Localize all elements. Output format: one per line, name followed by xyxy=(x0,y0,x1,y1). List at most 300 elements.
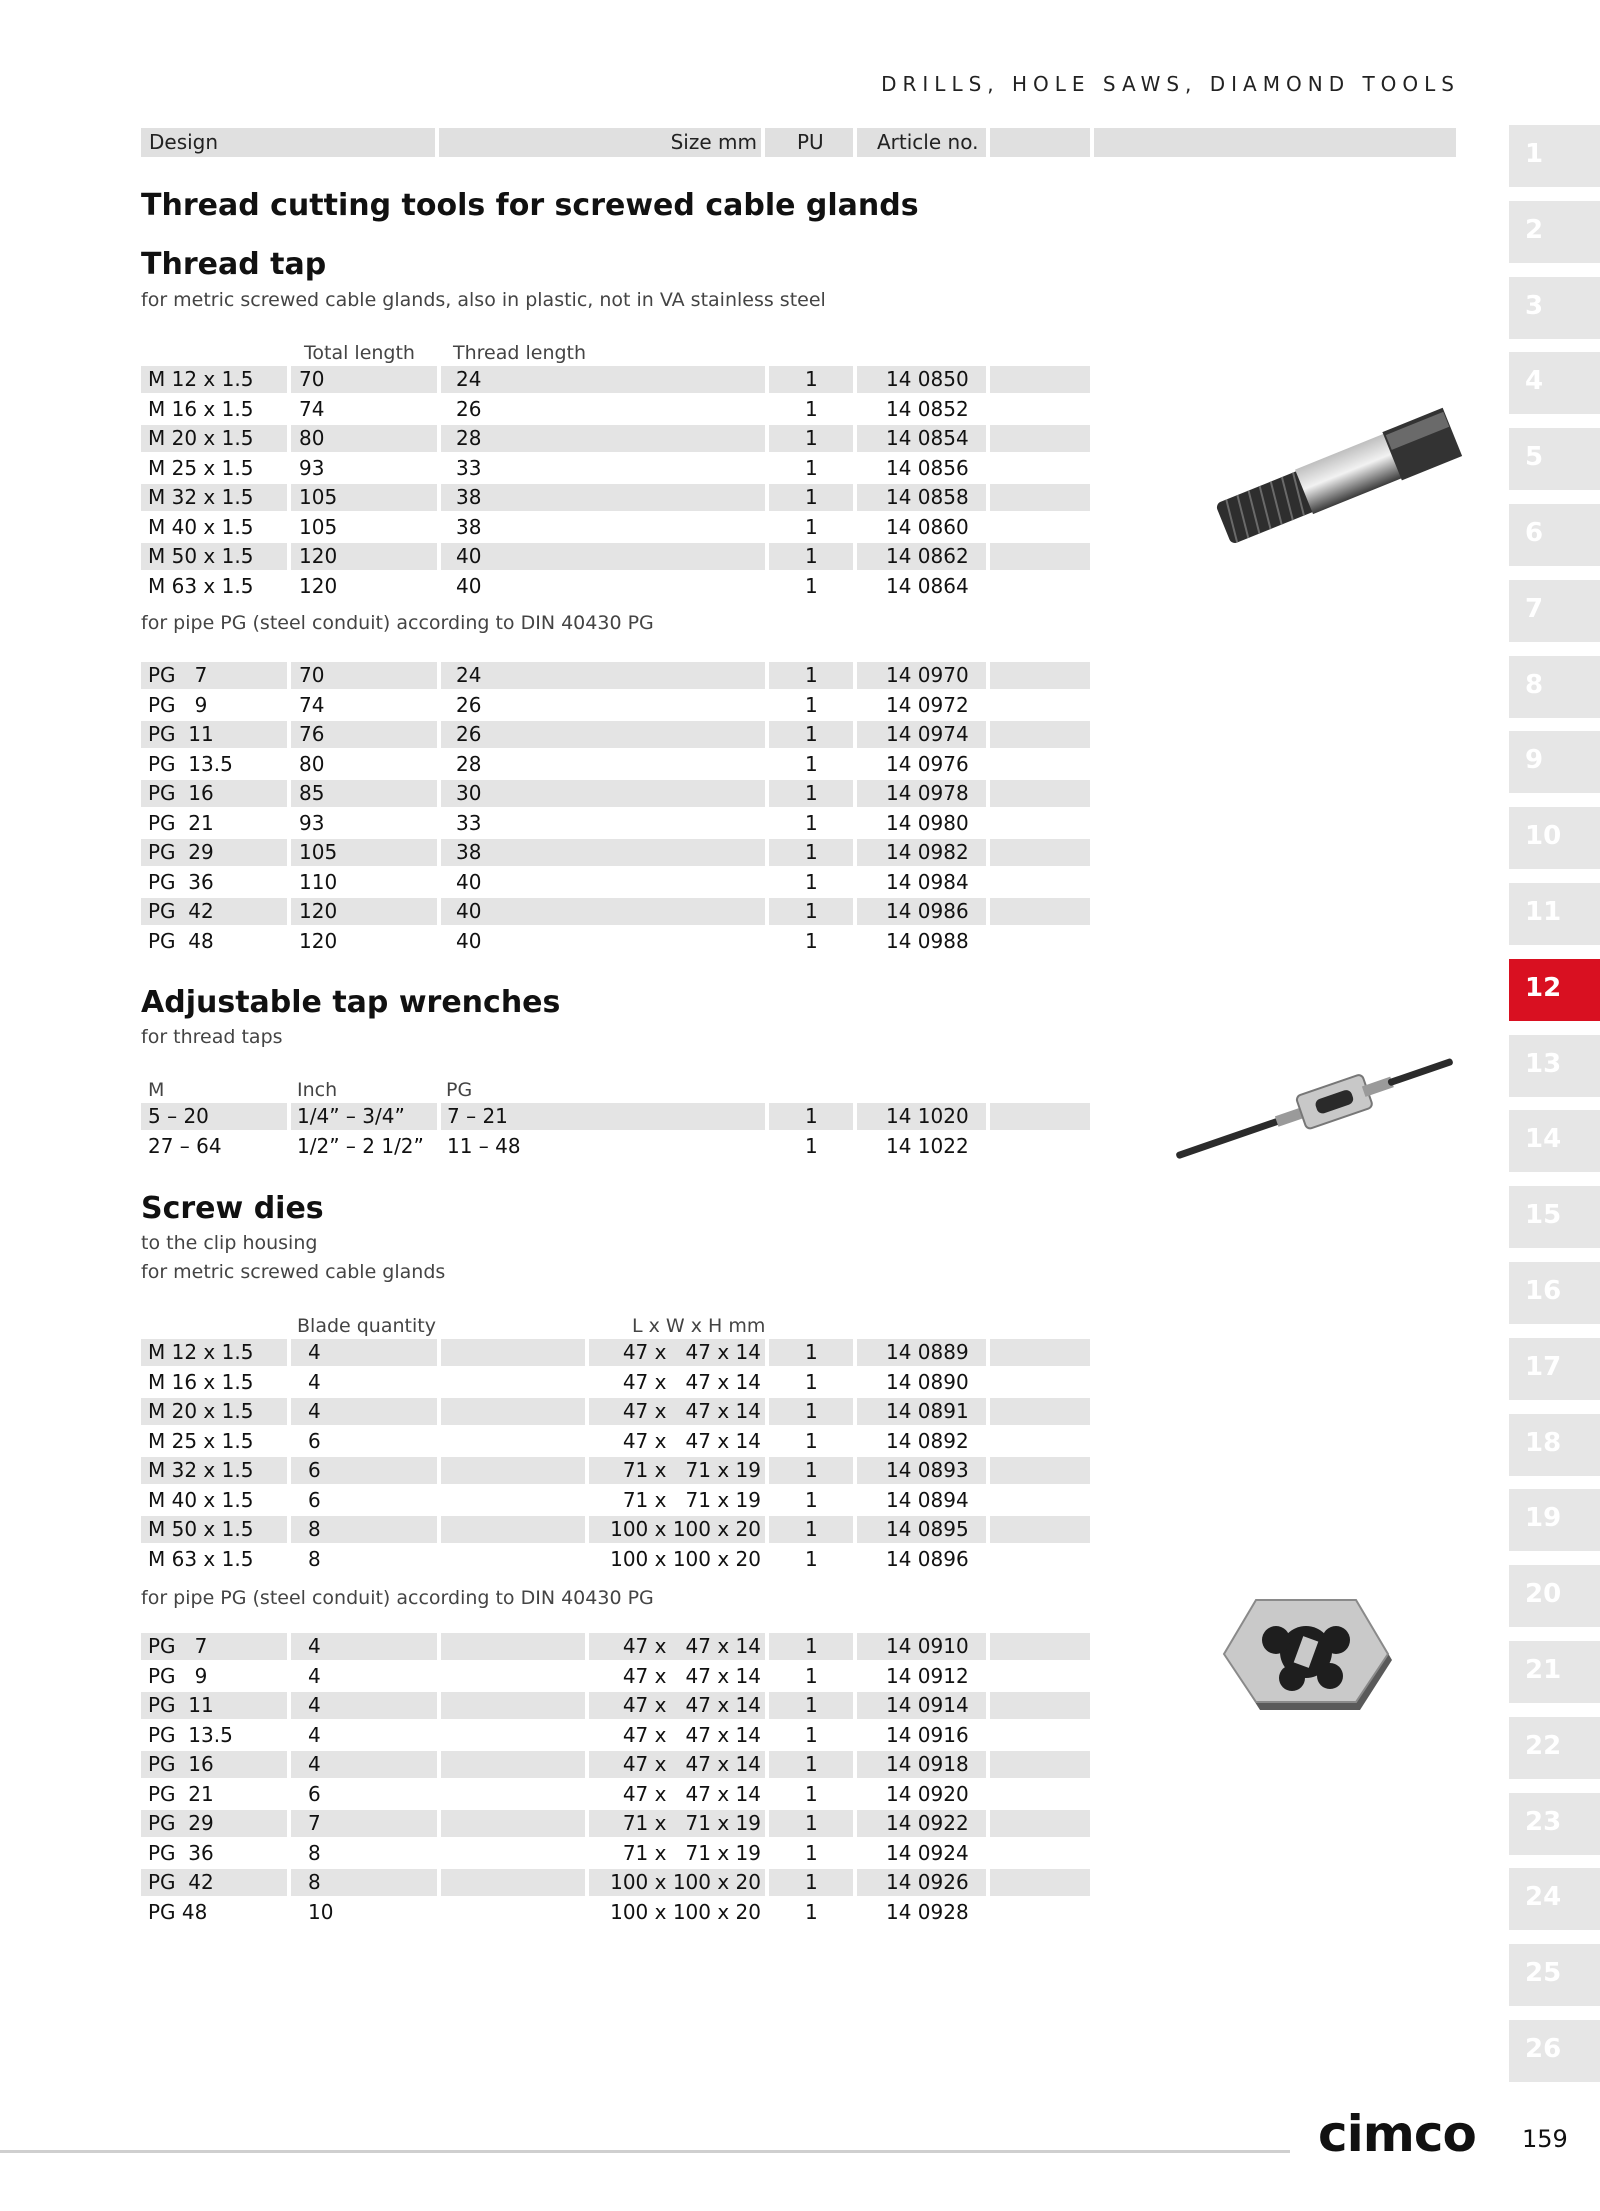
chapter-tab-13[interactable] xyxy=(1509,1035,1600,1097)
cell-design: M 12 x 1.5 xyxy=(148,367,254,391)
cell-blade-quantity: 6 xyxy=(308,1458,321,1482)
cell-pu: 1 xyxy=(805,1458,818,1482)
chapter-tab-label: 19 xyxy=(1525,1503,1562,1534)
cell-design: PG 29 xyxy=(148,1811,214,1835)
cell-article: 14 0974 xyxy=(886,722,969,746)
cell-dimensions: 71 x 71 x 19 xyxy=(622,1487,761,1512)
thread-tap-subtitle: for metric screwed cable glands, also in plastic, not in VA stainless steel xyxy=(141,289,826,311)
chapter-tab-3[interactable] xyxy=(1509,277,1600,339)
cell-design: M 40 x 1.5 xyxy=(148,1487,254,1512)
cell-spacer xyxy=(990,780,1090,807)
cell-spacer xyxy=(990,839,1090,866)
cell-design: PG 9 xyxy=(148,1663,208,1688)
cell-pu: 1 xyxy=(805,1369,818,1394)
cell-spacer xyxy=(441,1369,585,1396)
cell-pu: 1 xyxy=(805,1428,818,1453)
wrenches-subtitle: for thread taps xyxy=(141,1026,283,1048)
cell-article: 14 0926 xyxy=(886,1870,969,1894)
cell-design: PG 36 xyxy=(148,1840,214,1865)
cell-thread-length: 40 xyxy=(456,573,482,598)
chapter-tab-label: 5 xyxy=(1525,442,1544,473)
cell-blade-quantity: 4 xyxy=(308,1399,321,1423)
cell-design: PG 48 xyxy=(148,928,214,953)
cell-spacer xyxy=(441,1457,585,1484)
cell-pu: 1 xyxy=(805,1781,818,1806)
chapter-tab-11[interactable] xyxy=(1509,883,1600,945)
cell-pu: 1 xyxy=(805,1133,818,1158)
cell-pu: 1 xyxy=(805,840,818,864)
cell-dimensions: 47 x 47 x 14 xyxy=(622,1428,761,1453)
chapter-tab-26[interactable] xyxy=(1509,2020,1600,2082)
cell-inch: 1/4” – 3/4” xyxy=(297,1104,405,1128)
cell-thread-length: 24 xyxy=(456,367,482,391)
cell-design: PG 16 xyxy=(148,1752,214,1776)
cell-spacer xyxy=(990,1899,1090,1926)
cell-m: 27 – 64 xyxy=(148,1133,222,1158)
cell-pg: 7 – 21 xyxy=(447,1104,508,1128)
cell-design: PG 16 xyxy=(148,781,214,805)
cell-spacer xyxy=(441,1781,585,1808)
cell-total-length: 93 xyxy=(299,455,325,480)
cell-m: 5 – 20 xyxy=(148,1104,209,1128)
cell-pu: 1 xyxy=(805,663,818,687)
cell-design: M 20 x 1.5 xyxy=(148,1399,254,1423)
chapter-tab-7[interactable] xyxy=(1509,580,1600,642)
cell-pu: 1 xyxy=(805,367,818,391)
cell-thread-length: 38 xyxy=(456,514,482,539)
chapter-tab-10[interactable] xyxy=(1509,807,1600,869)
cell-spacer xyxy=(990,1103,1090,1130)
cell-article: 14 1020 xyxy=(886,1104,969,1128)
cell-total-length: 120 xyxy=(299,544,338,568)
cell-design: PG 11 xyxy=(148,722,214,746)
cell-blade-quantity: 4 xyxy=(308,1722,321,1747)
cell-dimensions: 47 x 47 x 14 xyxy=(622,1369,761,1394)
cell-dimensions: 100 x 100 x 20 xyxy=(610,1546,761,1571)
cell-spacer xyxy=(990,1428,1090,1455)
cell-article: 14 0986 xyxy=(886,899,969,923)
cell-article: 14 0852 xyxy=(886,396,969,421)
chapter-tab-17[interactable] xyxy=(1509,1338,1600,1400)
cell-pu: 1 xyxy=(805,1104,818,1128)
cell-design: M 32 x 1.5 xyxy=(148,485,254,509)
cell-article: 14 0890 xyxy=(886,1369,969,1394)
cell-article: 14 0916 xyxy=(886,1722,969,1747)
cell-article: 14 1022 xyxy=(886,1133,969,1158)
cell-spacer xyxy=(990,573,1090,600)
cell-article: 14 0922 xyxy=(886,1811,969,1835)
chapter-tab-22[interactable] xyxy=(1509,1717,1600,1779)
cell-pu: 1 xyxy=(805,1752,818,1776)
dies-pg-note: for pipe PG (steel conduit) according to DIN 40430 PG xyxy=(141,1587,654,1609)
cell-total-length: 120 xyxy=(299,573,338,598)
cell-pu: 1 xyxy=(805,1870,818,1894)
cell-design: PG 7 xyxy=(148,1634,208,1658)
cell-pu: 1 xyxy=(805,869,818,894)
chapter-tab-19[interactable] xyxy=(1509,1489,1600,1551)
cell-pu: 1 xyxy=(805,544,818,568)
cell-article: 14 0924 xyxy=(886,1840,969,1865)
cell-spacer xyxy=(990,455,1090,482)
cell-blade-quantity: 10 xyxy=(308,1899,334,1924)
cell-spacer xyxy=(441,1398,585,1425)
col-inch: Inch xyxy=(297,1079,338,1101)
cell-total-length: 80 xyxy=(299,426,325,450)
cell-spacer xyxy=(990,1840,1090,1867)
chapter-tab-label: 13 xyxy=(1525,1048,1562,1079)
chapter-tab-label: 26 xyxy=(1525,2034,1562,2064)
cell-pu: 1 xyxy=(805,1722,818,1747)
cell-pu: 1 xyxy=(805,1487,818,1512)
cell-spacer xyxy=(990,366,1090,393)
cell-design: M 40 x 1.5 xyxy=(148,514,254,539)
cell-dimensions: 47 x 47 x 14 xyxy=(622,1663,761,1688)
cell-dimensions: 47 x 47 x 14 xyxy=(622,1752,761,1776)
cell-total-length: 105 xyxy=(299,840,338,864)
dies-title: Screw dies xyxy=(141,1191,324,1226)
cell-dimensions: 100 x 100 x 20 xyxy=(610,1870,761,1894)
cell-pu: 1 xyxy=(805,692,818,717)
cell-article: 14 0894 xyxy=(886,1487,969,1512)
cell-thread-length: 38 xyxy=(456,840,482,864)
cell-pg: 11 – 48 xyxy=(447,1133,521,1158)
col-header-spacer-2 xyxy=(1094,128,1456,157)
col-header-size: Size mm xyxy=(439,128,761,157)
chapter-tab-label: 22 xyxy=(1525,1730,1562,1761)
cell-total-length: 110 xyxy=(299,869,338,894)
cell-blade-quantity: 4 xyxy=(308,1340,321,1364)
cell-spacer xyxy=(990,514,1090,541)
col-blade-quantity: Blade quantity xyxy=(297,1315,436,1337)
cell-article: 14 0896 xyxy=(886,1546,969,1571)
cell-dimensions: 71 x 71 x 19 xyxy=(622,1840,761,1865)
cell-spacer xyxy=(441,1633,585,1660)
cell-total-length: 120 xyxy=(299,899,338,923)
cell-article: 14 0928 xyxy=(886,1899,969,1924)
cell-design: PG 29 xyxy=(148,840,214,864)
cell-pu: 1 xyxy=(805,722,818,746)
chapter-tab-12[interactable] xyxy=(1509,959,1600,1021)
col-header-pu: PU xyxy=(765,128,853,157)
col-total-length: Total length xyxy=(304,342,415,364)
cell-article: 14 0982 xyxy=(886,840,969,864)
cell-thread-length: 26 xyxy=(456,692,482,717)
thread-tap-title: Thread tap xyxy=(141,247,327,282)
cell-total-length: 120 xyxy=(299,928,338,953)
cell-design: PG 21 xyxy=(148,1781,214,1806)
cell-dimensions: 47 x 47 x 14 xyxy=(622,1634,761,1658)
cell-pu: 1 xyxy=(805,781,818,805)
section-title: DRILLS, HOLE SAWS, DIAMOND TOOLS xyxy=(881,72,1460,96)
cell-total-length: 85 xyxy=(299,781,325,805)
chapter-tab-label: 8 xyxy=(1525,669,1544,700)
cell-blade-quantity: 7 xyxy=(308,1811,321,1835)
dies-subtitle-2: for metric screwed cable glands xyxy=(141,1261,446,1283)
cell-spacer xyxy=(990,1398,1090,1425)
cell-inch: 1/2” – 2 1/2” xyxy=(297,1133,424,1158)
cell-spacer xyxy=(441,1692,585,1719)
chapter-tab-2[interactable] xyxy=(1509,201,1600,263)
cell-article: 14 0972 xyxy=(886,692,969,717)
wrenches-title: Adjustable tap wrenches xyxy=(141,985,561,1020)
cell-article: 14 0891 xyxy=(886,1399,969,1423)
cell-pu: 1 xyxy=(805,810,818,835)
cell-spacer xyxy=(441,1516,585,1543)
chapter-tab-14[interactable] xyxy=(1509,1110,1600,1172)
chapter-tab-label: 16 xyxy=(1525,1276,1562,1306)
cell-spacer xyxy=(441,1428,585,1455)
cell-thread-length: 33 xyxy=(456,455,482,480)
cell-design: PG 13.5 xyxy=(148,1722,233,1747)
cell-article: 14 0856 xyxy=(886,455,969,480)
cell-article: 14 0864 xyxy=(886,573,969,598)
cell-pu: 1 xyxy=(805,1517,818,1541)
chapter-tab-21[interactable] xyxy=(1509,1641,1600,1703)
cell-spacer xyxy=(990,1633,1090,1660)
cell-spacer xyxy=(441,1751,585,1778)
cell-spacer xyxy=(990,1663,1090,1690)
cell-dimensions: 100 x 100 x 20 xyxy=(610,1517,761,1541)
page-title: Thread cutting tools for screwed cable glands xyxy=(141,188,919,223)
cell-spacer xyxy=(441,1663,585,1690)
chapter-tab-label: 23 xyxy=(1525,1806,1562,1837)
cell-spacer xyxy=(990,721,1090,748)
chapter-tab-label: 9 xyxy=(1525,745,1544,776)
cell-spacer xyxy=(990,928,1090,955)
cell-spacer xyxy=(441,1339,585,1366)
cell-pu: 1 xyxy=(805,396,818,421)
cell-article: 14 0862 xyxy=(886,544,969,568)
cell-spacer xyxy=(990,898,1090,925)
cell-spacer xyxy=(990,425,1090,452)
chapter-tab-label: 25 xyxy=(1525,1958,1562,1989)
cell-design: M 25 x 1.5 xyxy=(148,1428,254,1453)
col-header-article: Article no. xyxy=(857,128,986,157)
cell-design: M 50 x 1.5 xyxy=(148,1517,254,1541)
cell-spacer xyxy=(990,1369,1090,1396)
cell-blade-quantity: 4 xyxy=(308,1369,321,1394)
cell-blade-quantity: 4 xyxy=(308,1634,321,1658)
cell-spacer xyxy=(990,1487,1090,1514)
dies-subtitle-1: to the clip housing xyxy=(141,1232,318,1254)
chapter-tab-label: 6 xyxy=(1525,518,1544,548)
cell-pu: 1 xyxy=(805,1399,818,1423)
chapter-tab-label: 21 xyxy=(1525,1655,1562,1685)
cell-spacer xyxy=(990,484,1090,511)
cell-blade-quantity: 8 xyxy=(308,1840,321,1865)
chapter-tab-label: 20 xyxy=(1525,1579,1562,1610)
cell-article: 14 0970 xyxy=(886,663,969,687)
cell-article: 14 0858 xyxy=(886,485,969,509)
cell-pu: 1 xyxy=(805,455,818,480)
chapter-tab-5[interactable] xyxy=(1509,428,1600,490)
cell-blade-quantity: 6 xyxy=(308,1487,321,1512)
chapter-tab-15[interactable] xyxy=(1509,1186,1600,1248)
chapter-tab-8[interactable] xyxy=(1509,656,1600,718)
cell-spacer xyxy=(990,810,1090,837)
cell-spacer xyxy=(441,1546,585,1573)
cell-article: 14 0893 xyxy=(886,1458,969,1482)
chapter-tab-24[interactable] xyxy=(1509,1868,1600,1930)
cell-article: 14 0912 xyxy=(886,1663,969,1688)
cell-total-length: 70 xyxy=(299,367,325,391)
chapter-tab-label: 3 xyxy=(1525,290,1544,321)
cell-article: 14 0918 xyxy=(886,1752,969,1776)
cell-spacer xyxy=(990,1339,1090,1366)
cell-spacer xyxy=(990,1516,1090,1543)
cell-design: PG 7 xyxy=(148,663,208,687)
col-m: M xyxy=(148,1079,165,1101)
cell-blade-quantity: 8 xyxy=(308,1870,321,1894)
cell-design: M 16 x 1.5 xyxy=(148,1369,254,1394)
cell-thread-length: 40 xyxy=(456,928,482,953)
chapter-tab-label: 4 xyxy=(1525,366,1544,397)
chapter-tab-23[interactable] xyxy=(1509,1793,1600,1855)
cell-thread-length: 26 xyxy=(456,396,482,421)
cell-dimensions: 47 x 47 x 14 xyxy=(622,1340,761,1364)
cell-article: 14 0860 xyxy=(886,514,969,539)
chapter-tab-16[interactable] xyxy=(1509,1262,1600,1324)
cell-design: M 20 x 1.5 xyxy=(148,426,254,450)
cell-total-length: 74 xyxy=(299,692,325,717)
cell-pu: 1 xyxy=(805,1899,818,1924)
cell-thread-length: 30 xyxy=(456,781,482,805)
cimco-logo: cimco xyxy=(1318,2105,1476,2163)
cell-article: 14 0988 xyxy=(886,928,969,953)
chapter-tab-label: 2 xyxy=(1525,214,1544,245)
chapter-tab-label: 7 xyxy=(1525,593,1544,624)
cell-total-length: 93 xyxy=(299,810,325,835)
cell-thread-length: 33 xyxy=(456,810,482,835)
chapter-tab-label: 1 xyxy=(1525,139,1544,169)
cell-article: 14 0984 xyxy=(886,869,969,894)
cell-spacer xyxy=(990,751,1090,778)
cell-spacer xyxy=(990,692,1090,719)
cell-design: M 50 x 1.5 xyxy=(148,544,254,568)
cell-spacer xyxy=(990,1133,1090,1160)
cell-design: M 16 x 1.5 xyxy=(148,396,254,421)
col-pg: PG xyxy=(446,1079,473,1101)
cell-blade-quantity: 8 xyxy=(308,1517,321,1541)
cell-blade-quantity: 4 xyxy=(308,1663,321,1688)
cell-blade-quantity: 4 xyxy=(308,1693,321,1717)
cell-total-length: 70 xyxy=(299,663,325,687)
chapter-tab-25[interactable] xyxy=(1509,1944,1600,2006)
cell-thread-length: 40 xyxy=(456,899,482,923)
chapter-tab-label: 18 xyxy=(1525,1427,1562,1458)
chapter-tab-label: 12 xyxy=(1525,972,1562,1003)
cell-spacer xyxy=(441,1840,585,1867)
col-header-spacer xyxy=(990,128,1090,157)
col-thread-length: Thread length xyxy=(453,342,587,364)
cell-total-length: 74 xyxy=(299,396,325,421)
cell-pu: 1 xyxy=(805,573,818,598)
cell-dimensions: 100 x 100 x 20 xyxy=(610,1899,761,1924)
cell-pu: 1 xyxy=(805,1340,818,1364)
chapter-tab-6[interactable] xyxy=(1509,504,1600,566)
tap-wrench-image xyxy=(1165,1045,1465,1175)
cell-total-length: 105 xyxy=(299,485,338,509)
cell-design: PG 21 xyxy=(148,810,214,835)
cell-dimensions: 47 x 47 x 14 xyxy=(622,1399,761,1423)
cell-thread-length: 40 xyxy=(456,544,482,568)
cell-spacer xyxy=(990,1781,1090,1808)
chapter-tab-18[interactable] xyxy=(1509,1414,1600,1476)
cell-article: 14 0978 xyxy=(886,781,969,805)
cell-article: 14 0980 xyxy=(886,810,969,835)
cell-dimensions: 47 x 47 x 14 xyxy=(622,1781,761,1806)
chapter-tab-20[interactable] xyxy=(1509,1565,1600,1627)
col-dimensions: L x W x H mm xyxy=(632,1315,766,1337)
cell-design: PG 13.5 xyxy=(148,751,233,776)
cell-design: M 25 x 1.5 xyxy=(148,455,254,480)
cell-design: M 12 x 1.5 xyxy=(148,1340,254,1364)
cell-spacer xyxy=(990,869,1090,896)
cell-spacer xyxy=(990,1810,1090,1837)
cell-dimensions: 71 x 71 x 19 xyxy=(622,1458,761,1482)
chapter-tab-label: 15 xyxy=(1525,1200,1562,1231)
cell-blade-quantity: 6 xyxy=(308,1781,321,1806)
cell-spacer xyxy=(990,1722,1090,1749)
cell-article: 14 0850 xyxy=(886,367,969,391)
cell-total-length: 76 xyxy=(299,722,325,746)
cell-design: M 32 x 1.5 xyxy=(148,1458,254,1482)
cell-design: M 63 x 1.5 xyxy=(148,1546,254,1571)
cell-pu: 1 xyxy=(805,1634,818,1658)
cell-thread-length: 40 xyxy=(456,869,482,894)
chapter-tab-label: 14 xyxy=(1525,1124,1562,1155)
cell-design: PG 42 xyxy=(148,899,214,923)
cell-article: 14 0976 xyxy=(886,751,969,776)
cell-spacer xyxy=(990,1869,1090,1896)
cell-pu: 1 xyxy=(805,899,818,923)
cell-spacer xyxy=(441,1869,585,1896)
cell-design: PG 42 xyxy=(148,1870,214,1894)
cell-pu: 1 xyxy=(805,1546,818,1571)
cell-spacer xyxy=(441,1722,585,1749)
cell-spacer xyxy=(990,1751,1090,1778)
cell-design: PG 9 xyxy=(148,692,208,717)
cell-total-length: 80 xyxy=(299,751,325,776)
cell-thread-length: 38 xyxy=(456,485,482,509)
cell-pu: 1 xyxy=(805,1693,818,1717)
cell-article: 14 0920 xyxy=(886,1781,969,1806)
chapter-tab-label: 11 xyxy=(1525,897,1562,927)
thread-tap-pg-note: for pipe PG (steel conduit) according to DIN 40430 PG xyxy=(141,612,654,634)
screw-die-image xyxy=(1220,1598,1395,1743)
cell-design: M 63 x 1.5 xyxy=(148,573,254,598)
cell-thread-length: 28 xyxy=(456,751,482,776)
chapter-tab-1[interactable] xyxy=(1509,125,1600,187)
cell-spacer xyxy=(990,1457,1090,1484)
cell-spacer xyxy=(990,1546,1090,1573)
page-number: 159 xyxy=(1522,2125,1568,2153)
cell-blade-quantity: 4 xyxy=(308,1752,321,1776)
cell-design: PG 36 xyxy=(148,869,214,894)
cell-spacer xyxy=(990,1692,1090,1719)
cell-pu: 1 xyxy=(805,751,818,776)
chapter-tab-4[interactable] xyxy=(1509,352,1600,414)
cell-design: PG 48 xyxy=(148,1899,208,1924)
chapter-tab-9[interactable] xyxy=(1509,731,1600,793)
cell-design: PG 11 xyxy=(148,1693,214,1717)
cell-thread-length: 28 xyxy=(456,426,482,450)
cell-spacer xyxy=(990,543,1090,570)
cell-pu: 1 xyxy=(805,514,818,539)
cell-article: 14 0895 xyxy=(886,1517,969,1541)
cell-article: 14 0910 xyxy=(886,1634,969,1658)
cell-blade-quantity: 6 xyxy=(308,1428,321,1453)
